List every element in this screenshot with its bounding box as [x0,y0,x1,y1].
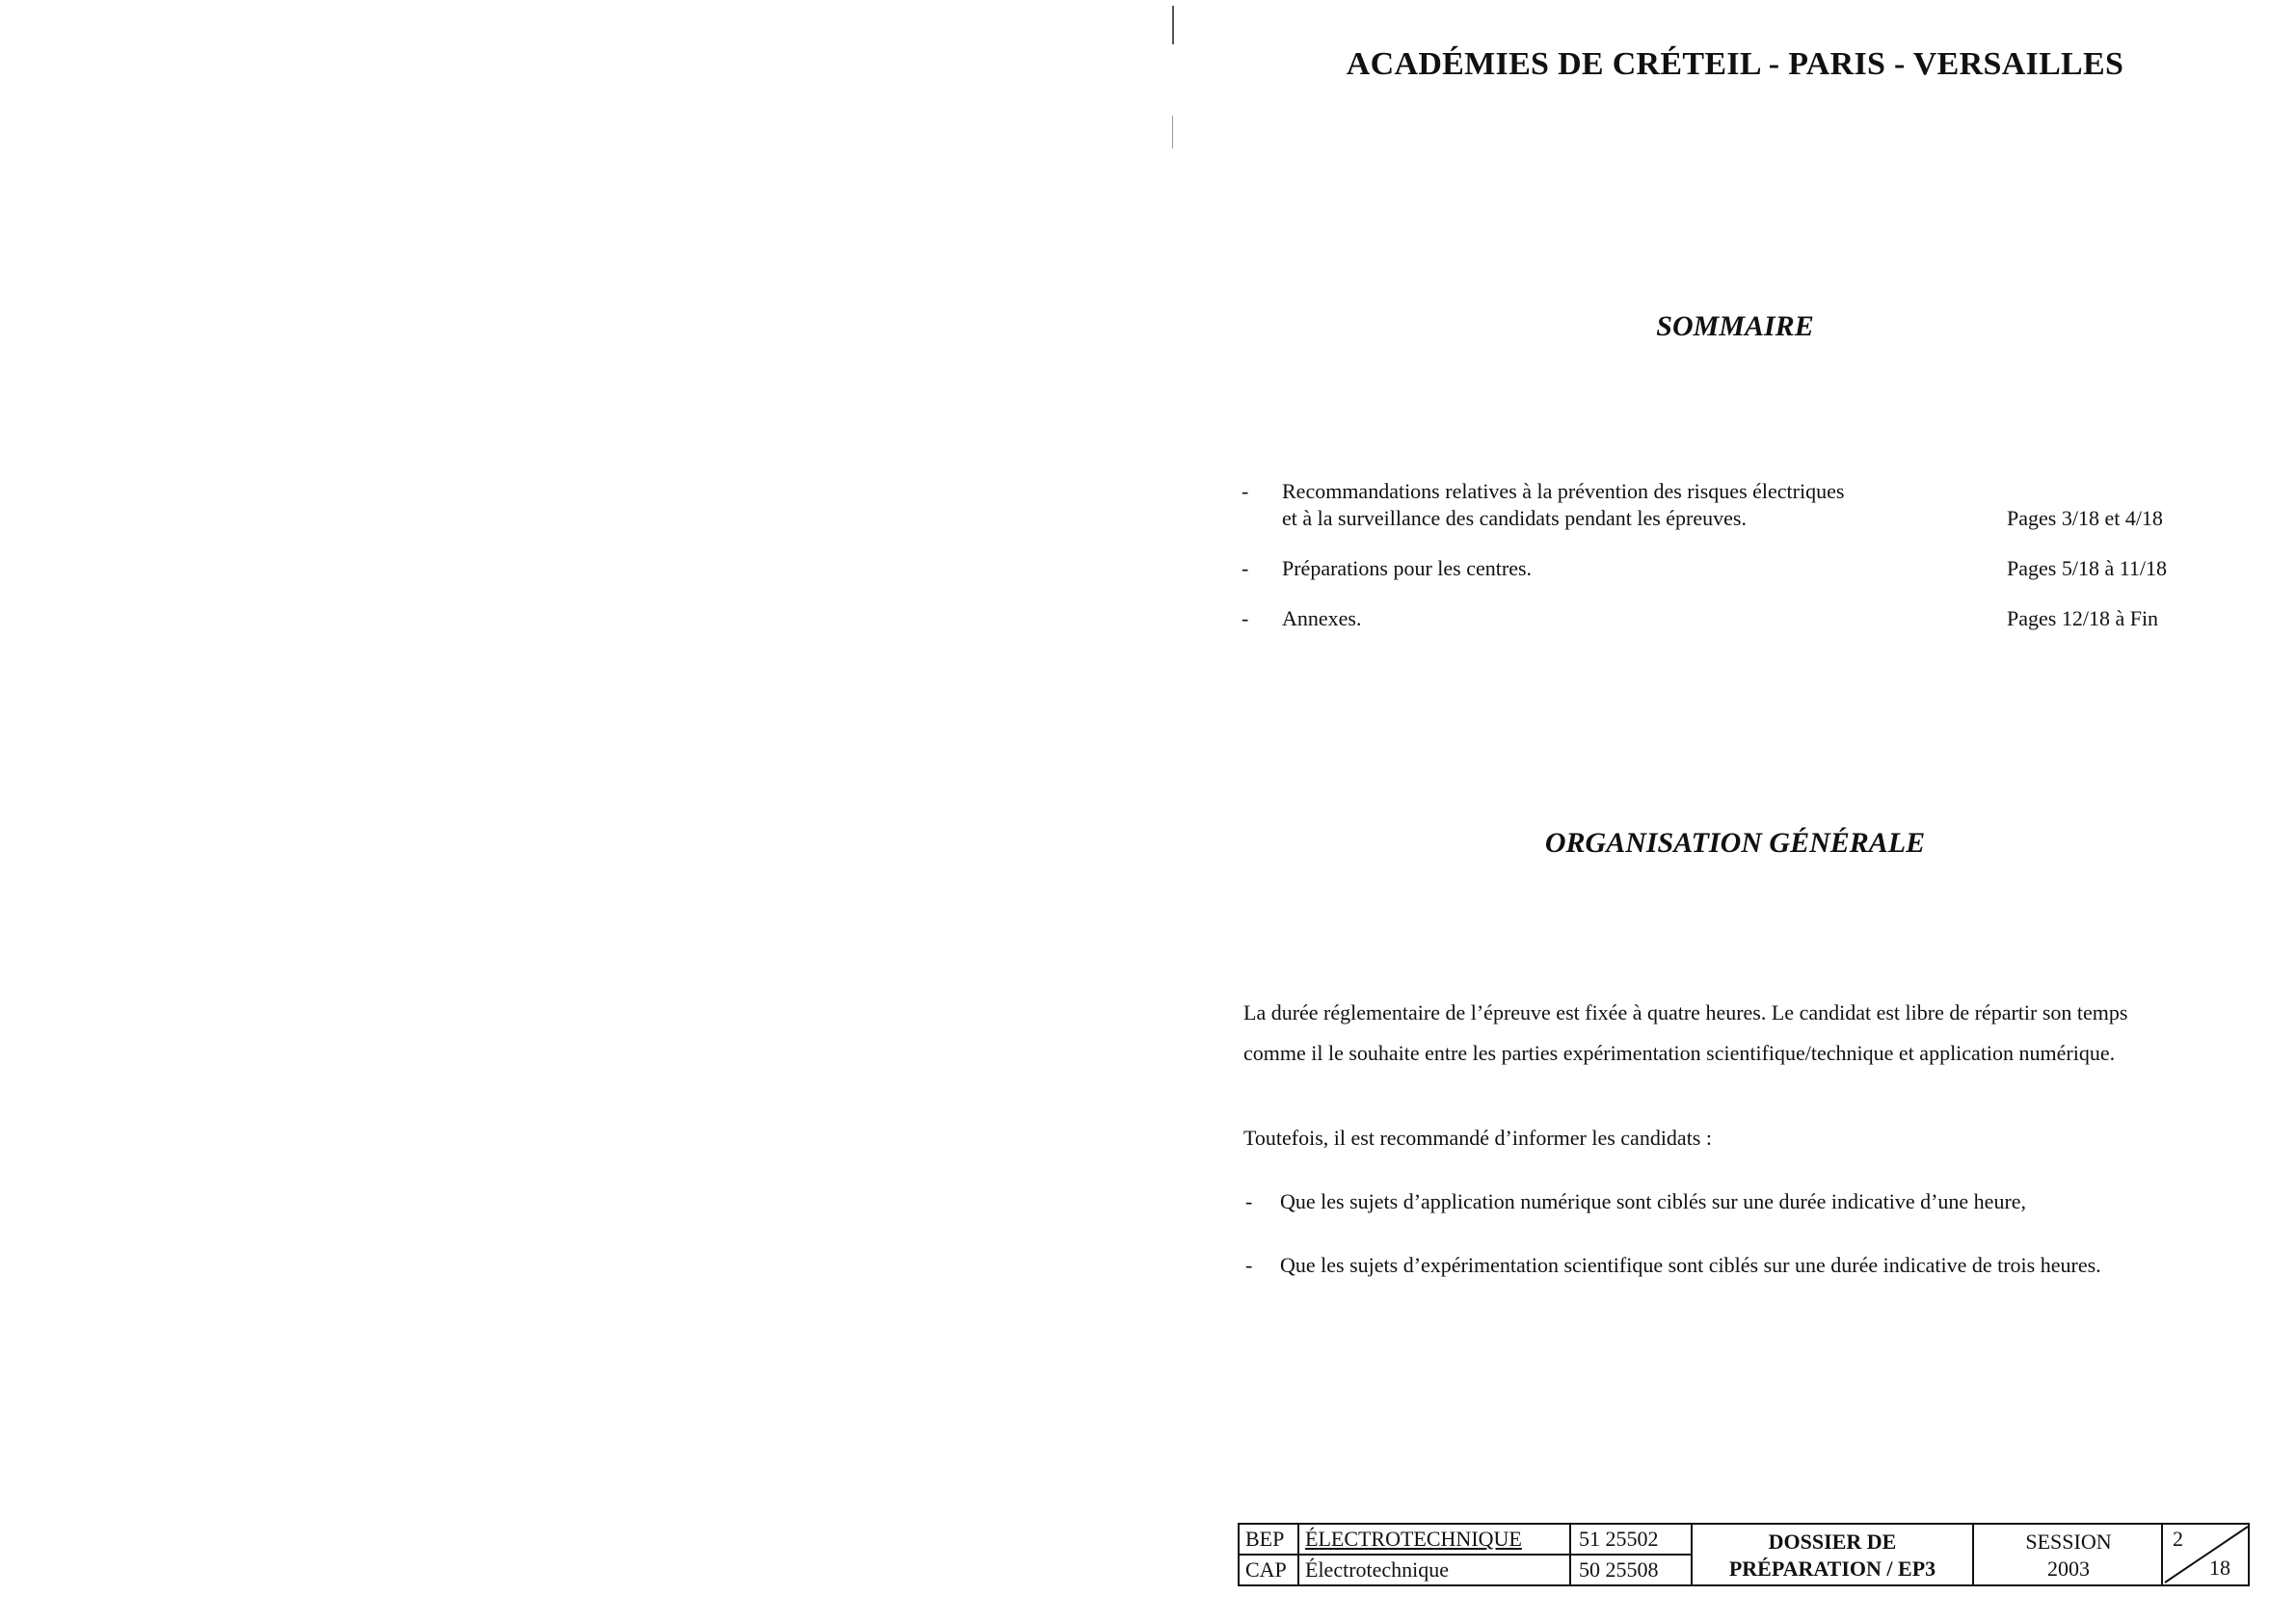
session-year: 2003 [2047,1556,2090,1581]
bullet-dash: - [1245,1253,1253,1277]
bullet-dash: - [1245,1189,1253,1213]
sommaire-title: SOMMAIRE [1656,310,1814,342]
code-cell: 51 25502 [1579,1527,1659,1551]
page-total: 18 [2209,1556,2230,1580]
level-cell: BEP [1245,1527,1285,1551]
organisation-title: ORGANISATION GÉNÉRALE [1544,827,1926,859]
toc-item-pages: Pages 3/18 et 4/18 [2007,506,2163,530]
code-cell: 50 25508 [1579,1557,1659,1582]
specialty-cell: Électrotechnique [1305,1557,1450,1582]
toc-item [1236,605,2200,632]
page-header-title: ACADÉMIES DE CRÉTEIL - PARIS - VERSAILLES [1346,46,2124,82]
paragraph-line: comme il le souhaite entre les parties expérimentation scientifique/technique et application numérique. [1243,1041,2116,1065]
toc-item [1236,478,2200,532]
paragraph-line: La durée réglementaire de l’épreuve est fixée à quatre heures. Le candidat est libre de répartir son temps [1243,1000,2128,1024]
toc-bullet: - [1241,556,1249,580]
fold-mark [1172,116,1173,148]
toc-item [1236,555,2200,582]
dossier-line: DOSSIER DE [1768,1530,1897,1554]
toc-item-line: Annexes. [1282,606,1362,630]
organisation-paragraph [1243,993,2246,1074]
organisation-paragraph: Toutefois, il est recommandé d’informer les candidats : [1243,1126,1712,1150]
toc-item-pages: Pages 12/18 à Fin [2007,606,2159,630]
toc-bullet: - [1241,606,1249,630]
session-text: SESSION [2025,1530,2112,1554]
toc-item-text [1282,555,1957,582]
table-of-contents [1236,478,2200,655]
table-divider [1240,1554,1693,1556]
toc-item-text [1282,478,1957,532]
toc-item-line: Recommandations relatives à la prévention des risques électriques [1282,479,1845,503]
dossier-line: PRÉPARATION / EP3 [1728,1556,1936,1581]
toc-item-line: et à la surveillance des candidats pendant les épreuves. [1282,506,1747,530]
page-number: 2 [2173,1527,2183,1551]
footer-cartouche [1238,1523,2250,1586]
toc-item-pages: Pages 5/18 à 11/18 [2007,556,2167,580]
toc-item-text [1282,605,1957,632]
specialty-cell: ÉLECTROTECHNIQUE [1305,1527,1522,1551]
dossier-label [1693,1529,1972,1583]
session-label [1974,1529,2163,1583]
toc-item-line: Préparations pour les centres. [1282,556,1533,580]
level-cell: CAP [1245,1557,1287,1582]
recommendation-text: Que les sujets d’application numérique sont ciblés sur une durée indicative d’une heure, [1280,1189,2027,1213]
toc-bullet: - [1241,479,1249,503]
recommendation-text: Que les sujets d’expérimentation scientifique sont ciblés sur une durée indicative de trois heures. [1280,1253,2101,1277]
fold-mark [1172,6,1174,44]
